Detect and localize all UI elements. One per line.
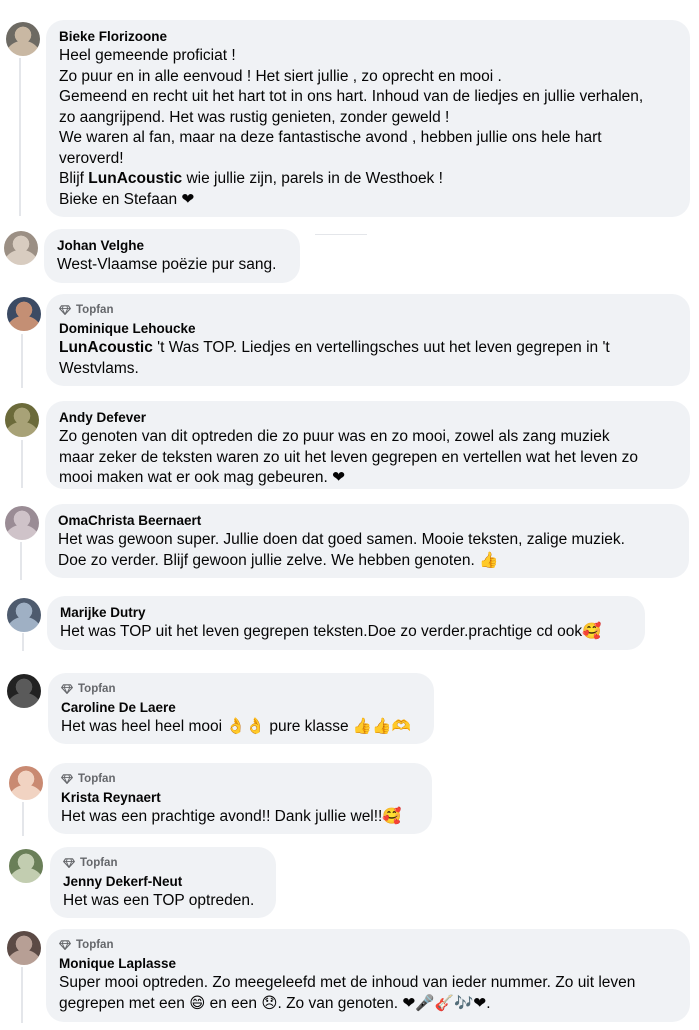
avatar[interactable] xyxy=(7,297,41,331)
comment-line: Het was gewoon super. Jullie doen dat goed samen. Mooie teksten, zalige muziek. xyxy=(58,531,625,548)
avatar[interactable] xyxy=(5,506,39,540)
avatar[interactable] xyxy=(7,674,41,708)
commenter-name[interactable]: Caroline De Laere xyxy=(61,700,176,715)
diamond-icon xyxy=(59,940,71,950)
comment-text xyxy=(61,807,418,828)
divider xyxy=(315,234,367,235)
commenter-name[interactable]: Monique Laplasse xyxy=(59,956,177,971)
commenter-name[interactable]: Andy Defever xyxy=(59,410,147,425)
avatar[interactable] xyxy=(7,598,41,632)
comment-bubble xyxy=(47,596,645,650)
comment-line: Gemeend en recht uit het hart tot in ons hart. Inhoud van de liedjes en jullie verhalen, xyxy=(59,88,644,105)
comment-text xyxy=(61,717,420,738)
comment-line: zo aangrijpend. Het was rustig genieten, zonder geweld ! xyxy=(59,108,450,126)
mention-link[interactable]: LunAcoustic xyxy=(59,339,153,356)
topfan-label: Topfan xyxy=(76,938,114,951)
comment-bubble xyxy=(48,673,434,744)
mention-link[interactable]: LunAcoustic xyxy=(88,170,183,187)
thread-line xyxy=(19,58,21,216)
comment-line: Het was een prachtige avond!! Dank jullie wel!!🥰 xyxy=(61,808,402,825)
topfan-label: Topfan xyxy=(76,303,114,316)
thread-line xyxy=(22,802,24,836)
comment-text xyxy=(59,427,676,489)
comment-line: Doe zo verder. Blijf gewoon jullie zelve. We hebben genoten. 👍 xyxy=(58,551,499,569)
comment-line: West-Vlaamse poëzie pur sang. xyxy=(57,256,277,273)
text-segment: Blijf xyxy=(59,170,89,187)
comment-bubble xyxy=(46,401,690,489)
comment-text xyxy=(63,891,262,912)
thread-line xyxy=(21,967,23,1023)
diamond-icon xyxy=(61,684,73,694)
comment-bubble xyxy=(44,229,300,283)
comment-line: gegrepen met een 😄 en een 😞. Zo van genoten. ❤🎤🎸🎶❤. xyxy=(59,994,491,1012)
text-segment: 't Was TOP. Liedjes en vertellingsches uut het leven gegrepen in 't xyxy=(152,339,610,356)
avatar[interactable] xyxy=(9,849,43,883)
comment-line: Zo puur en in alle eenvoud ! Het siert jullie , zo oprecht en mooi . xyxy=(59,67,502,85)
commenter-name[interactable]: Krista Reynaert xyxy=(61,790,161,805)
thread-line xyxy=(22,633,24,651)
comment-line: Westvlams. xyxy=(59,359,139,377)
commenter-name[interactable]: OmaChrista Beernaert xyxy=(58,513,202,528)
comment-line: Het was TOP uit het leven gegrepen teksten.Doe zo verder.prachtige cd ook🥰 xyxy=(60,623,602,640)
avatar[interactable] xyxy=(7,931,41,965)
topfan-badge xyxy=(63,855,262,870)
diamond-icon xyxy=(61,774,73,784)
comment-text xyxy=(60,622,631,643)
comment-line: Zo genoten van dit optreden die zo puur was en zo mooi, zowel als zang muziek xyxy=(59,428,610,445)
comment-line: mooi maken wat er ook mag gebeuren. ❤ xyxy=(59,469,346,486)
avatar[interactable] xyxy=(5,403,39,437)
thread-line xyxy=(21,440,23,488)
topfan-badge xyxy=(59,937,676,952)
diamond-icon xyxy=(59,305,71,315)
comment-text xyxy=(58,530,675,571)
comment-bubble xyxy=(48,763,432,834)
commenter-name[interactable]: Jenny Dekerf-Neut xyxy=(63,874,183,889)
comment-line xyxy=(59,169,676,190)
comment-bubble xyxy=(46,929,690,1022)
avatar[interactable] xyxy=(4,231,38,265)
comment-line: Bieke en Stefaan ❤ xyxy=(59,190,195,208)
comment-text xyxy=(59,338,676,379)
thread-line xyxy=(21,334,23,388)
comment-text xyxy=(57,255,286,276)
commenter-name[interactable]: Johan Velghe xyxy=(57,238,145,253)
avatar[interactable] xyxy=(6,22,40,56)
comment-line xyxy=(59,338,676,359)
comment-bubble xyxy=(46,20,690,217)
comment-line: Super mooi optreden. Zo meegeleefd met de inhoud van ieder nummer. Zo uit leven xyxy=(59,974,636,991)
topfan-badge xyxy=(61,771,418,786)
comment-line: veroverd! xyxy=(59,149,124,167)
comment-bubble xyxy=(45,504,689,578)
diamond-icon xyxy=(63,858,75,868)
topfan-badge xyxy=(59,302,676,317)
text-segment: wie jullie zijn, parels in de Westhoek ! xyxy=(182,170,443,187)
comment-text xyxy=(59,973,676,1014)
comment-bubble xyxy=(50,847,276,918)
thread-line xyxy=(20,542,22,580)
comment-text xyxy=(59,46,676,210)
commenter-name[interactable]: Bieke Florizoone xyxy=(59,29,168,44)
comment-line: Het was een TOP optreden. xyxy=(63,892,255,909)
commenter-name[interactable]: Dominique Lehoucke xyxy=(59,321,196,336)
commenter-name[interactable]: Marijke Dutry xyxy=(60,605,146,620)
comment-line: maar zeker de teksten waren zo uit het leven gegrepen en vertellen wat het leven zo xyxy=(59,448,639,466)
comment-bubble xyxy=(46,294,690,386)
topfan-label: Topfan xyxy=(80,856,118,869)
comment-line: We waren al fan, maar na deze fantastische avond , hebben jullie ons hele hart xyxy=(59,129,602,146)
topfan-badge xyxy=(61,681,420,696)
topfan-label: Topfan xyxy=(78,772,116,785)
comment-line: Het was heel heel mooi 👌👌 pure klasse 👍👍🫶 xyxy=(61,718,411,735)
comment-line: Heel gemeende proficiat ! xyxy=(59,47,236,64)
topfan-label: Topfan xyxy=(78,682,116,695)
avatar[interactable] xyxy=(9,766,43,800)
